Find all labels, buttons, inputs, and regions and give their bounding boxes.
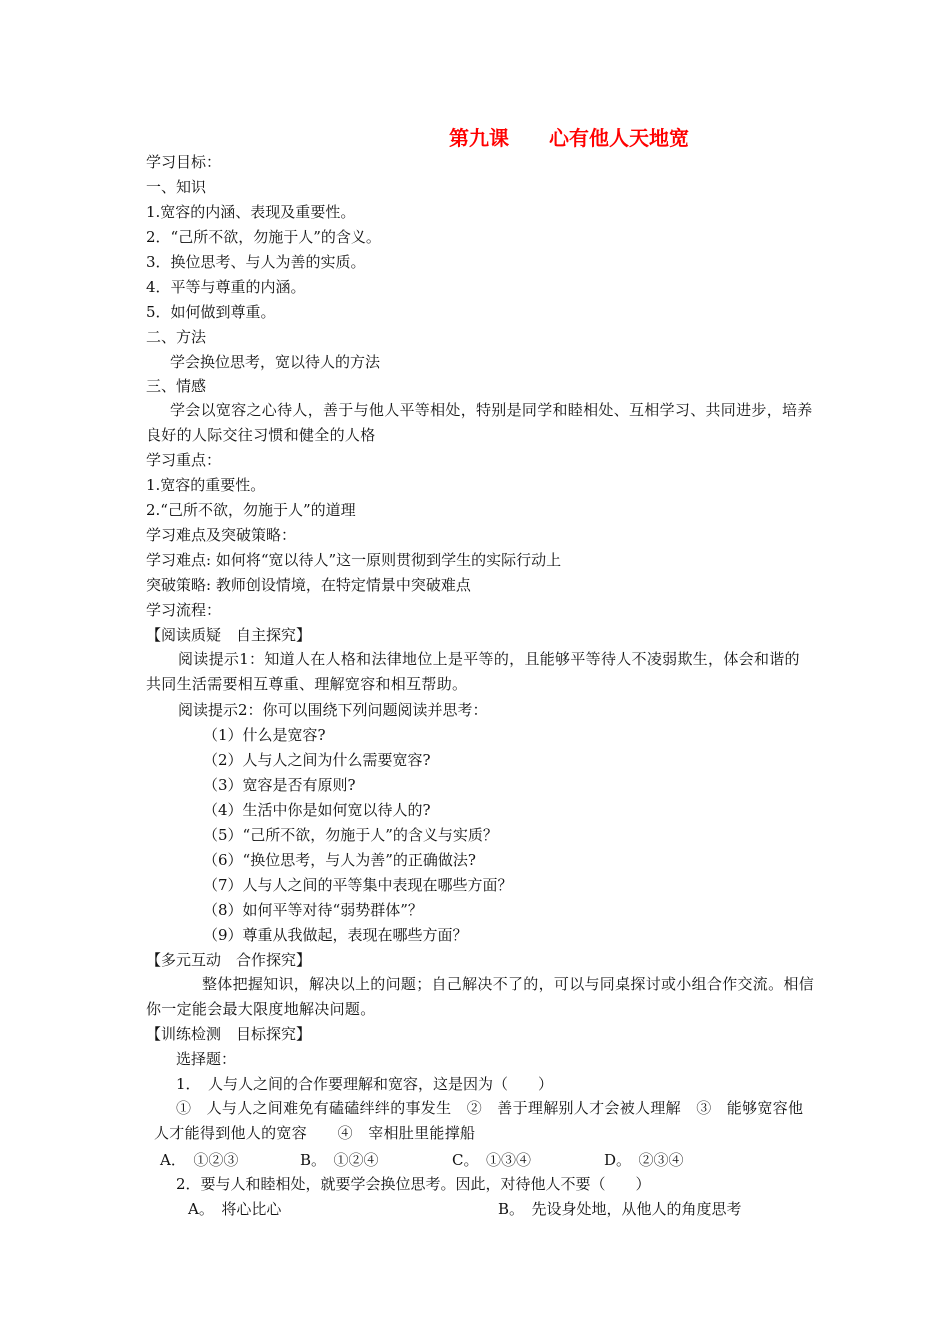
reading-hint-1: 阅读提示1：知道人在人格和法律地位上是平等的，且能够平等待人不凌弱欺生，体会和谐的共同生活需要相互尊重、理解宽容和相互帮助。 <box>146 650 800 693</box>
question-item: （7）人与人之间的平等集中表现在哪些方面？ <box>203 876 513 894</box>
question-item: （4）生活中你是如何宽以待人的? <box>203 801 431 819</box>
question-item: （6）“换位思考，与人为善”的正确做法? <box>203 851 476 869</box>
question-item: （9）尊重从我做起，表现在哪些方面？ <box>203 926 468 944</box>
method-heading: 二、方法 <box>146 328 207 346</box>
interact-section-heading: 【多元互动 合作探究】 <box>146 951 312 969</box>
question-1-options <box>160 1150 760 1170</box>
method-text: 学会换位思考，宽以待人的方法 <box>170 353 381 371</box>
question-2: 2．要与人和睦相处，就要学会换位思考。因此，对待他人不要（ ） <box>176 1175 651 1193</box>
difficulty-line: 学习难点: 如何将“宽以待人”这一原则贯彻到学生的实际行动上 <box>146 551 562 569</box>
question-item: （1）什么是宽容? <box>203 726 326 744</box>
knowledge-item: 5．如何做到尊重。 <box>146 303 276 321</box>
option-d: D。 ②③④ <box>604 1151 684 1169</box>
question-item: （2）人与人之间为什么需要宽容? <box>203 751 431 769</box>
emotion-heading: 三、情感 <box>146 377 207 395</box>
option-b: B。 ①②④ <box>300 1151 379 1169</box>
question-item: （3）宽容是否有原则? <box>203 776 356 794</box>
difficulty-heading: 学习难点及突破策略： <box>146 526 297 544</box>
knowledge-item: 2．“己所不欲，勿施于人”的含义。 <box>146 228 381 246</box>
question-1: 1． 人与人之间的合作要理解和宽容，这是因为（ ） <box>176 1075 554 1093</box>
option-a: A． ①②③ <box>160 1151 239 1169</box>
focus-heading: 学习重点： <box>146 451 222 469</box>
knowledge-item: 4．平等与尊重的内涵。 <box>146 278 306 296</box>
reading-hint-2: 阅读提示2：你可以围绕下列问题阅读并思考： <box>178 701 488 719</box>
focus-item: 2.“己所不欲，勿施于人”的道理 <box>146 501 356 519</box>
interact-text: 整体把握知识，解决以上的问题；自己解决不了的，可以与同桌探讨或小组合作交流。相信你一定能会最大限度地解决问题。 <box>146 975 815 1018</box>
option-c: C。 ①③④ <box>452 1151 531 1169</box>
knowledge-item: 3．换位思考、与人为善的实质。 <box>146 253 366 271</box>
process-heading: 学习流程： <box>146 601 222 619</box>
strategy-line: 突破策略: 教师创设情境，在特定情景中突破难点 <box>146 576 471 594</box>
page-title: 第九课 心有他人天地宽 <box>449 126 689 150</box>
choice-heading: 选择题： <box>176 1050 237 1068</box>
objectives-heading: 学习目标： <box>146 153 222 171</box>
knowledge-item: 1.宽容的内涵、表现及重要性。 <box>146 203 356 221</box>
knowledge-heading: 一、知识 <box>146 178 207 196</box>
question-2-option-a: A。 将心比心 <box>188 1200 282 1218</box>
emotion-text: 学会以宽容之心待人，善于与他人平等相处，特别是同学和睦相处、互相学习、共同进步，培养良好的人际交往习惯和健全的人格 <box>146 401 813 444</box>
training-section-heading: 【训练检测 目标探究】 <box>146 1025 312 1043</box>
focus-item: 1.宽容的重要性。 <box>146 476 266 494</box>
question-1-statements: ① 人与人之间难免有磕磕绊绊的事发生 ② 善于理解别人才会被人理解 ③ 能够宽容他人才能得到他人的宽容 ④ 宰相肚里能撑船 <box>154 1099 804 1142</box>
reading-section-heading: 【阅读质疑 自主探究】 <box>146 626 312 644</box>
question-2-option-b: B。 先设身处地，从他人的角度思考 <box>498 1200 742 1218</box>
question-item: （8）如何平等对待“弱势群体”？ <box>203 901 423 919</box>
question-item: （5）“己所不欲，勿施于人”的含义与实质？ <box>203 826 498 844</box>
